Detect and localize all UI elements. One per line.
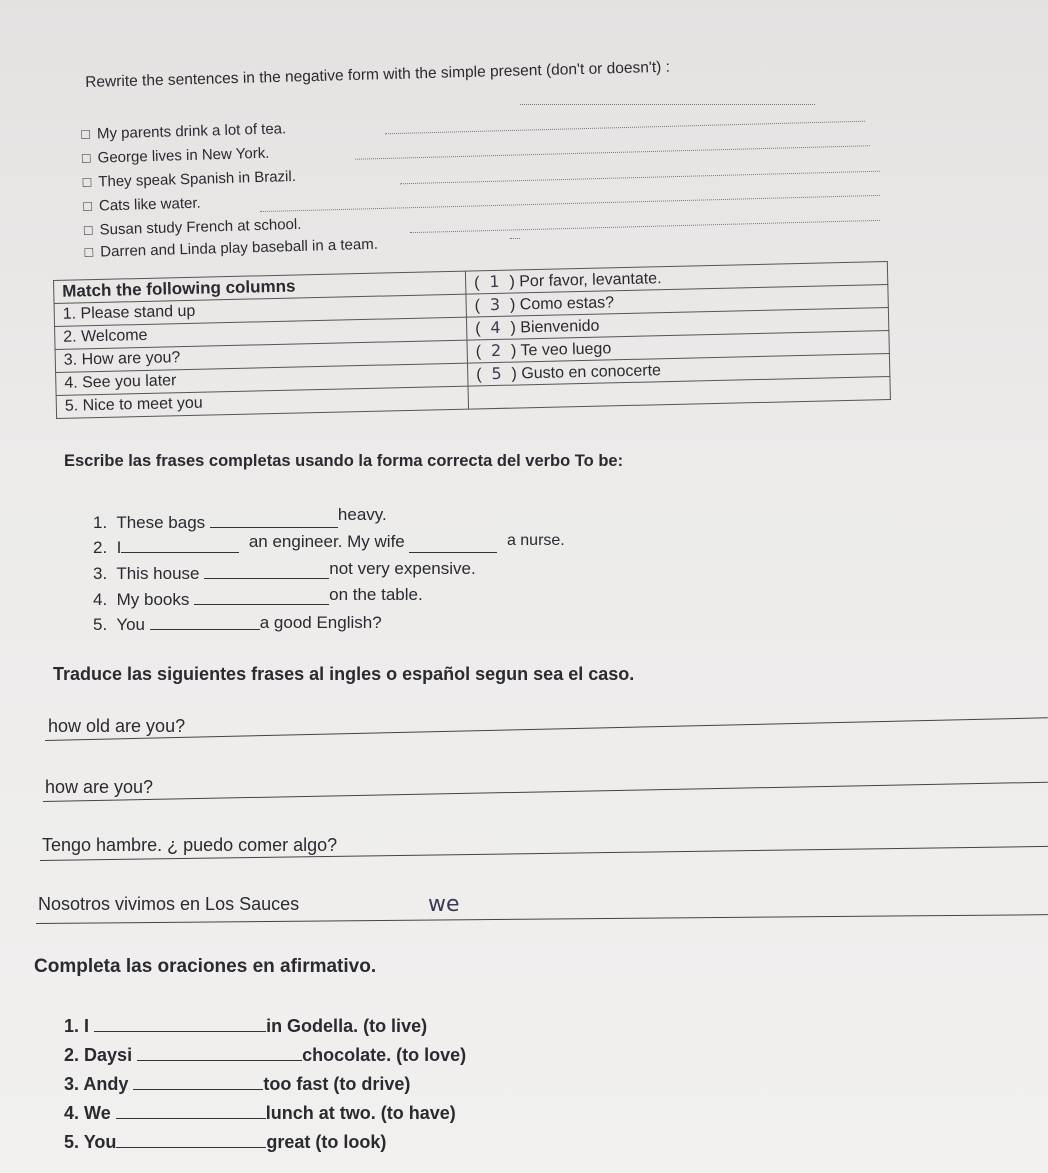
checkbox-icon: ☐ xyxy=(80,151,92,166)
list-item: ☐ Cats like water. xyxy=(82,194,201,215)
match-left-item: 5. Nice to meet you xyxy=(56,386,468,418)
affirmative-line: 4. We lunch at two. (to have) xyxy=(64,1103,456,1123)
fill-line: 4. My books on the table. xyxy=(93,585,423,609)
list-item: ☐ Darren and Linda play baseball in a team. xyxy=(83,235,379,261)
answer-blank[interactable] xyxy=(204,562,329,579)
checkbox-icon: ☐ xyxy=(80,127,92,142)
list-item: ☐ My parents drink a lot of tea. xyxy=(80,120,287,143)
answer-blank[interactable] xyxy=(210,511,338,528)
fill-line: 5. You a good English? xyxy=(93,613,382,634)
handwritten-answer: 2 xyxy=(490,340,502,361)
match-left-item: 4. See you later xyxy=(56,363,468,395)
affirmative-line: 5. You great (to look) xyxy=(64,1132,387,1152)
handwritten-answer: 1 xyxy=(489,271,500,292)
affirmative-line: 1. I in Godella. (to live) xyxy=(64,1016,428,1036)
list-item: ☐ Susan study French at school. xyxy=(82,215,302,239)
answer-blank[interactable] xyxy=(116,1102,266,1119)
handwritten-answer: 5 xyxy=(491,363,502,384)
match-row: ( 1 ) Por favor, levantate. xyxy=(465,262,887,295)
table-title: Match the following columns xyxy=(54,271,466,303)
section3-title: Escribe las frases completas usando la forma correcta del verbo To be: xyxy=(64,452,624,470)
handwritten-answer: 3 xyxy=(489,294,501,315)
match-left-item: 3. How are you? xyxy=(55,340,467,372)
handwritten-answer: 4 xyxy=(490,317,501,338)
checkbox-icon: ☐ xyxy=(83,245,95,260)
handwritten-answer: we xyxy=(428,892,460,917)
answer-blank[interactable] xyxy=(194,588,329,605)
answer-blank[interactable] xyxy=(409,536,497,553)
answer-line[interactable] xyxy=(45,717,1048,741)
translate-item: Tengo hambre. ¿ puedo comer algo? xyxy=(42,835,338,855)
answer-blank[interactable] xyxy=(116,1131,266,1148)
checkbox-icon: ☐ xyxy=(82,223,94,238)
answer-line[interactable] xyxy=(36,914,1048,924)
fill-line: 3. This house not very expensive. xyxy=(93,559,476,583)
answer-blank[interactable] xyxy=(133,1073,263,1090)
match-left-item: 2. Welcome xyxy=(55,317,467,349)
translate-item: how old are you? xyxy=(48,716,186,736)
section4-title: Traduce las siguientes frases al ingles o español segun sea el caso. xyxy=(53,664,635,684)
section5-title: Completa las oraciones en afirmativo. xyxy=(34,956,377,977)
answer-blank[interactable] xyxy=(121,536,239,553)
list-item: ☐ George lives in New York. xyxy=(80,144,270,167)
translate-item: Nosotros vivimos en Los Sauces xyxy=(38,894,300,914)
match-row: ( 2 ) Te veo luego xyxy=(467,331,889,364)
checkbox-icon: ☐ xyxy=(82,199,94,214)
answer-blank[interactable] xyxy=(137,1044,302,1061)
checkbox-icon: ☐ xyxy=(81,175,93,190)
answer-blank[interactable] xyxy=(94,1015,266,1032)
match-left-item: 1. Please stand up xyxy=(54,294,466,326)
affirmative-line: 2. Daysi chocolate. (to love) xyxy=(64,1045,467,1065)
section1-instruction: Rewrite the sentences in the negative form with the simple present (don't or doesn't) : xyxy=(85,58,671,91)
translate-item: how are you? xyxy=(45,777,154,797)
match-row: ( 4 ) Bienvenido xyxy=(466,308,888,341)
match-row: ( 5 ) Gusto en conocerte xyxy=(467,354,889,387)
fill-line: 1. These bags heavy. xyxy=(93,505,387,532)
answer-blank[interactable] xyxy=(150,613,260,630)
fill-line: 2. I an engineer. My wife a nurse. xyxy=(93,532,565,557)
list-item: ☐ They speak Spanish in Brazil. xyxy=(81,167,297,191)
matching-table xyxy=(53,261,891,419)
affirmative-line: 3. Andy too fast (to drive) xyxy=(64,1074,411,1094)
answer-line[interactable] xyxy=(43,782,1048,802)
match-row: ( 3 ) Como estas? xyxy=(466,285,888,318)
